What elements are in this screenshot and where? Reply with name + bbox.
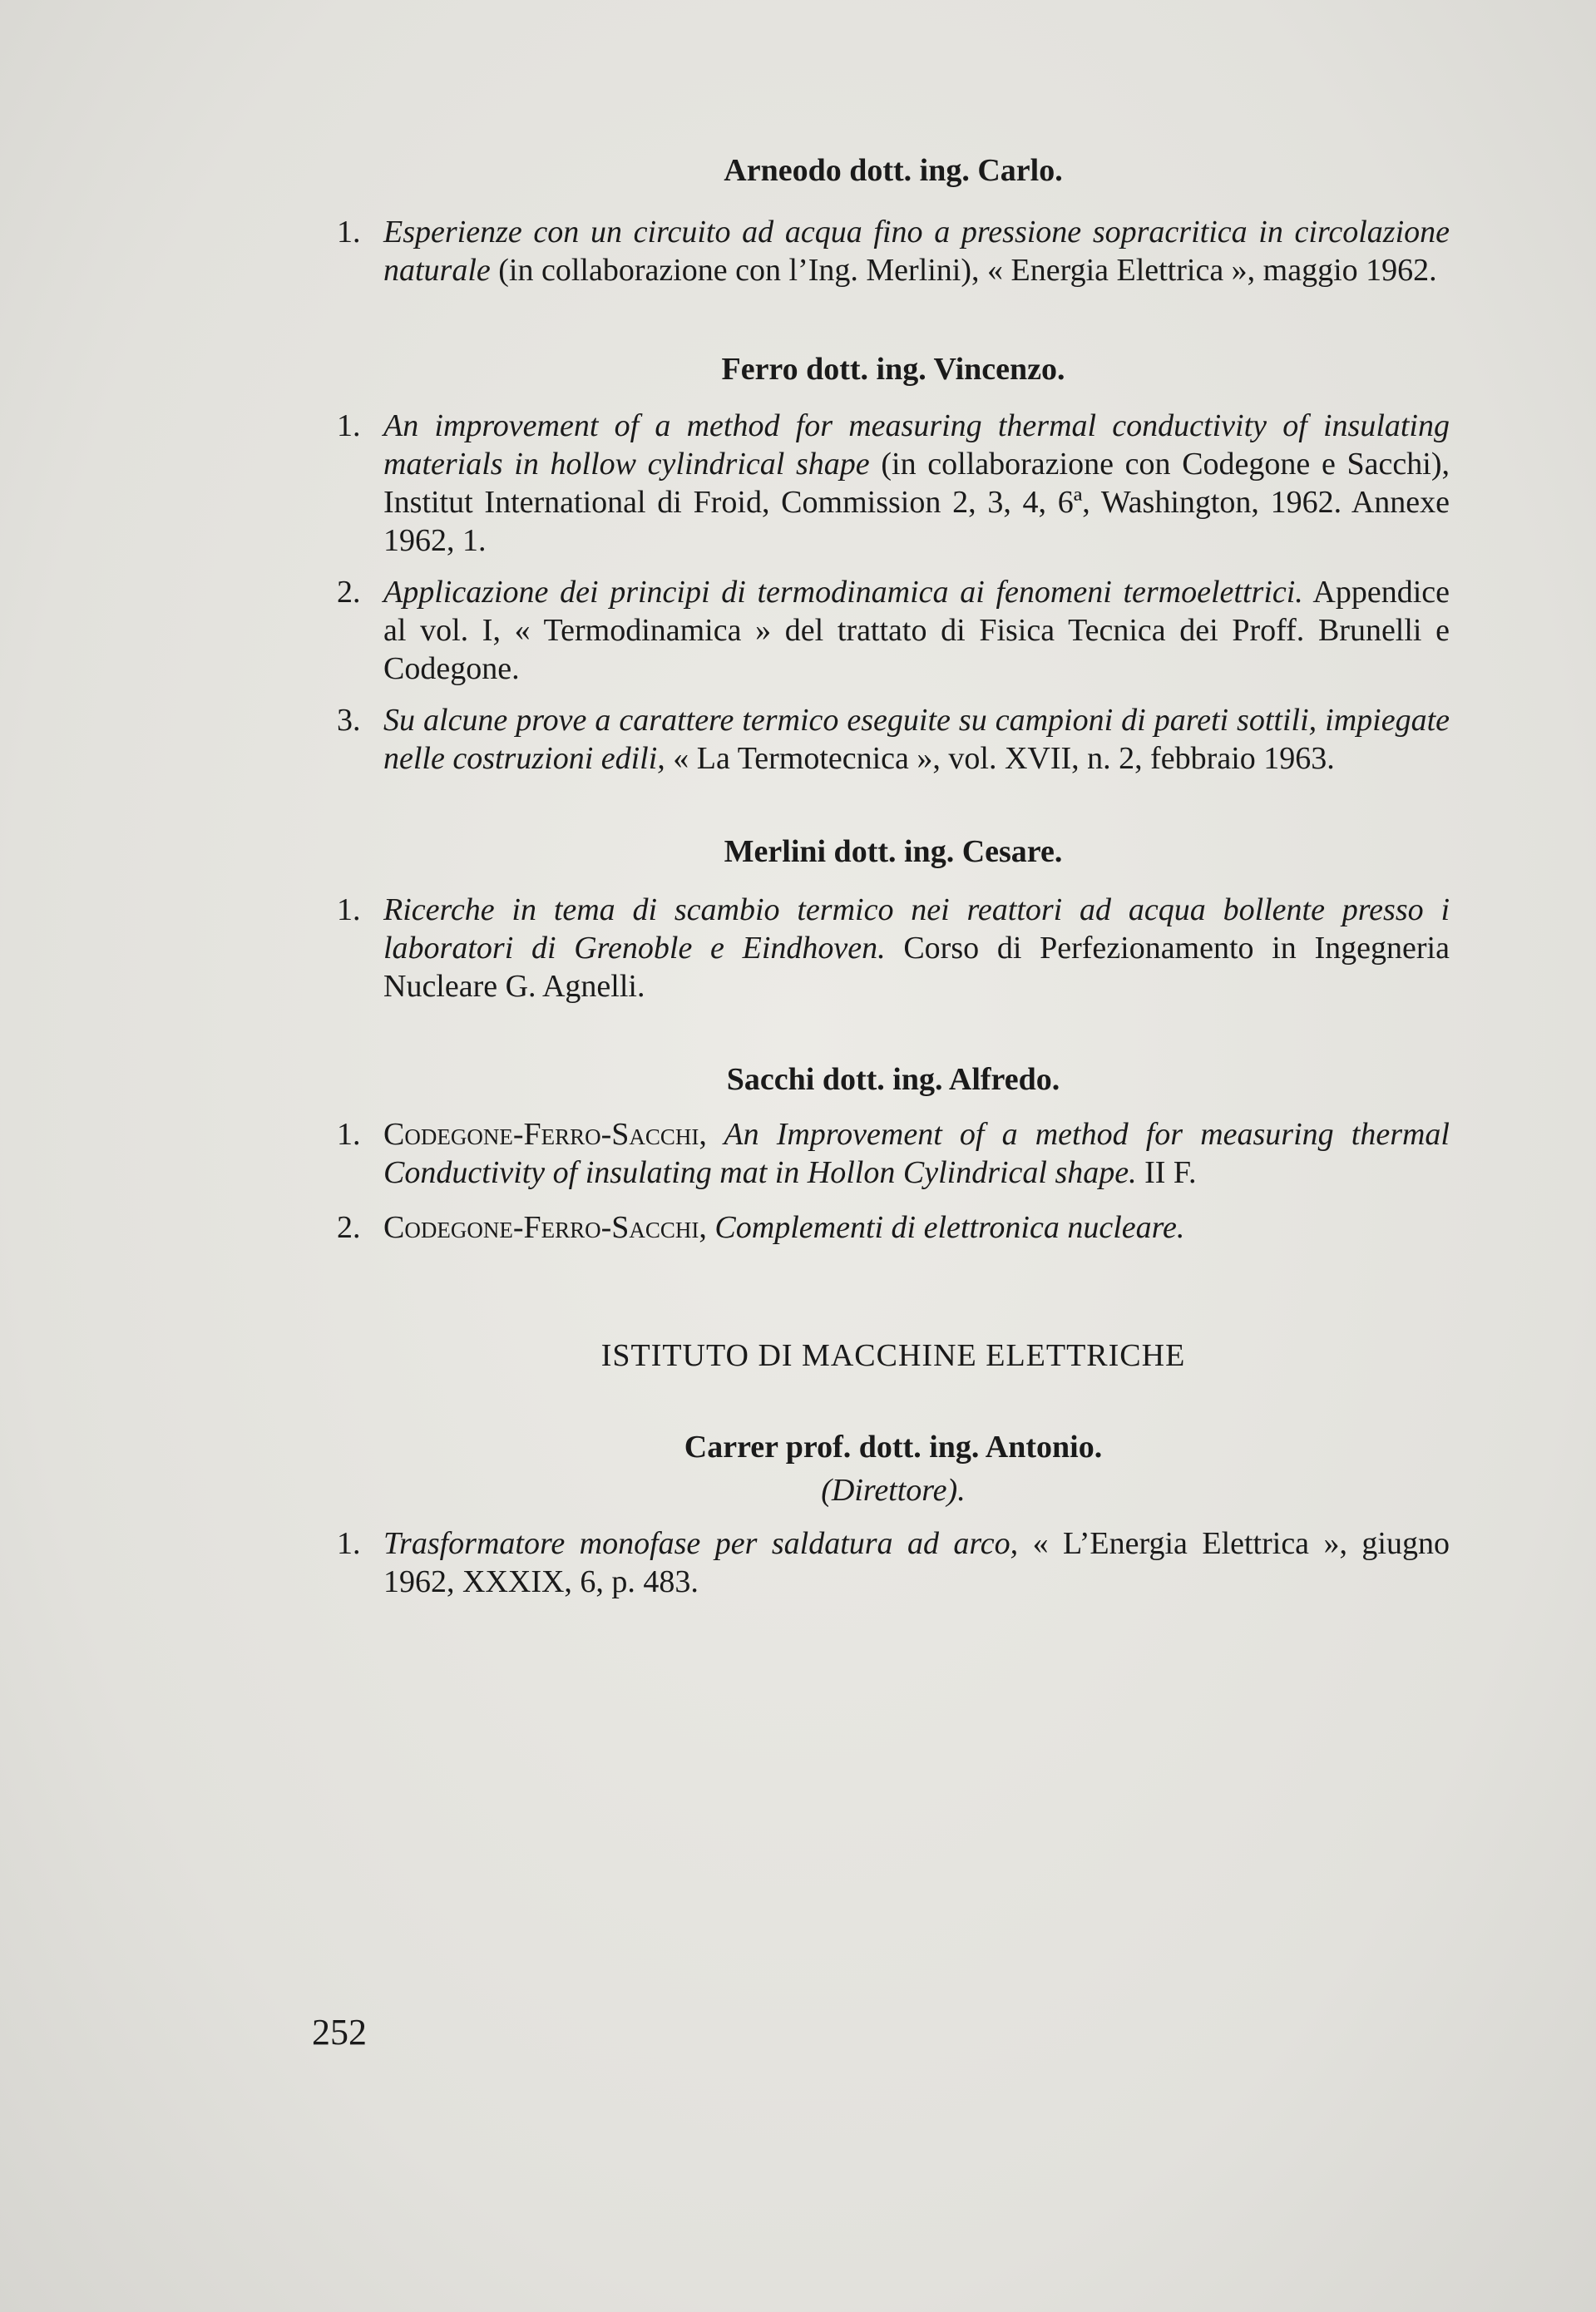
entry-number: 1. bbox=[337, 408, 361, 443]
entry-details: Corso di Perfezionamento in Ingegneria Nucleare G. Agnelli. bbox=[383, 931, 1450, 1004]
publication-entry bbox=[337, 891, 1450, 1005]
entry-title: Applicazione dei principi di termodinamica ai fenomeni termoelettrici. bbox=[383, 575, 1303, 610]
entry-number: 1. bbox=[337, 215, 361, 249]
director-role: (Direttore). bbox=[821, 1473, 966, 1508]
entry-authors: Codegone-Ferro-Sacchi, bbox=[383, 1117, 707, 1152]
document-body bbox=[337, 141, 1450, 1601]
entry-number: 1. bbox=[337, 1526, 361, 1561]
publication-entry bbox=[337, 701, 1450, 778]
publication-entry bbox=[337, 1208, 1450, 1247]
entry-title: Su alcune prove a carattere termico eseguite su campioni di pareti sottili, impiegate nelle costruzioni edili, bbox=[383, 703, 1450, 776]
entry-title: Complementi di elettronica nucleare. bbox=[706, 1210, 1185, 1245]
entry-details: (in collaborazione con l’Ing. Merlini), « Energia Elettrica », maggio 1962. bbox=[490, 253, 1437, 288]
entry-number: 2. bbox=[337, 1210, 361, 1245]
entry-title: Trasformatore monofase per saldatura ad arco, bbox=[383, 1526, 1019, 1561]
entry-details: (in collaborazione con Codegone e Sacchi), Institut International di Froid, Commission 2, 3, 4, 6ª, Washington, 1962. Annexe 1962, 1. bbox=[383, 447, 1450, 558]
entry-authors: Codegone-Ferro-Sacchi, bbox=[383, 1210, 707, 1245]
publication-entry bbox=[337, 213, 1450, 289]
entry-details: « La Termotecnica », vol. XVII, n. 2, febbraio 1963. bbox=[665, 741, 1335, 776]
entry-details: Appendice al vol. I, « Termodinamica » del trattato di Fisica Tecnica dei Proff. Brunelli e Codegone. bbox=[383, 575, 1450, 686]
entry-details: « L’Energia Elettrica », giugno 1962, XXXIX, 6, p. 483. bbox=[383, 1526, 1450, 1599]
author-heading: Arneodo dott. ing. Carlo. bbox=[724, 153, 1063, 188]
entry-number: 1. bbox=[337, 1117, 361, 1152]
publication-entry bbox=[337, 1115, 1450, 1192]
publication-entry bbox=[337, 573, 1450, 688]
entry-title: An improvement of a method for measuring thermal conductivity of insulating materials in hollow cylindrical shape bbox=[383, 408, 1450, 482]
author-heading: Sacchi dott. ing. Alfredo. bbox=[726, 1062, 1060, 1097]
entry-number: 3. bbox=[337, 703, 361, 738]
director-heading: Carrer prof. dott. ing. Antonio. bbox=[684, 1430, 1103, 1465]
entry-details: II F. bbox=[1136, 1155, 1197, 1190]
entry-title: An Improvement of a method for measuring thermal Conductivity of insulating mat in Hollon Cylindrical shape. bbox=[383, 1117, 1450, 1190]
author-heading: Merlini dott. ing. Cesare. bbox=[724, 834, 1063, 869]
entry-number: 2. bbox=[337, 575, 361, 610]
entry-title: Ricerche in tema di scambio termico nei reattori ad acqua bollente presso i laboratori di Grenoble e Eindhoven. bbox=[383, 892, 1450, 966]
author-heading: Ferro dott. ing. Vincenzo. bbox=[721, 352, 1065, 387]
entry-title: Esperienze con un circuito ad acqua fino a pressione sopracritica in circolazione naturale bbox=[383, 215, 1450, 288]
entry-number: 1. bbox=[337, 892, 361, 927]
institute-heading: ISTITUTO DI MACCHINE ELETTRICHE bbox=[600, 1338, 1186, 1373]
page-number: 252 bbox=[312, 2012, 367, 2053]
publication-entry bbox=[337, 407, 1450, 560]
publication-entry bbox=[337, 1524, 1450, 1601]
